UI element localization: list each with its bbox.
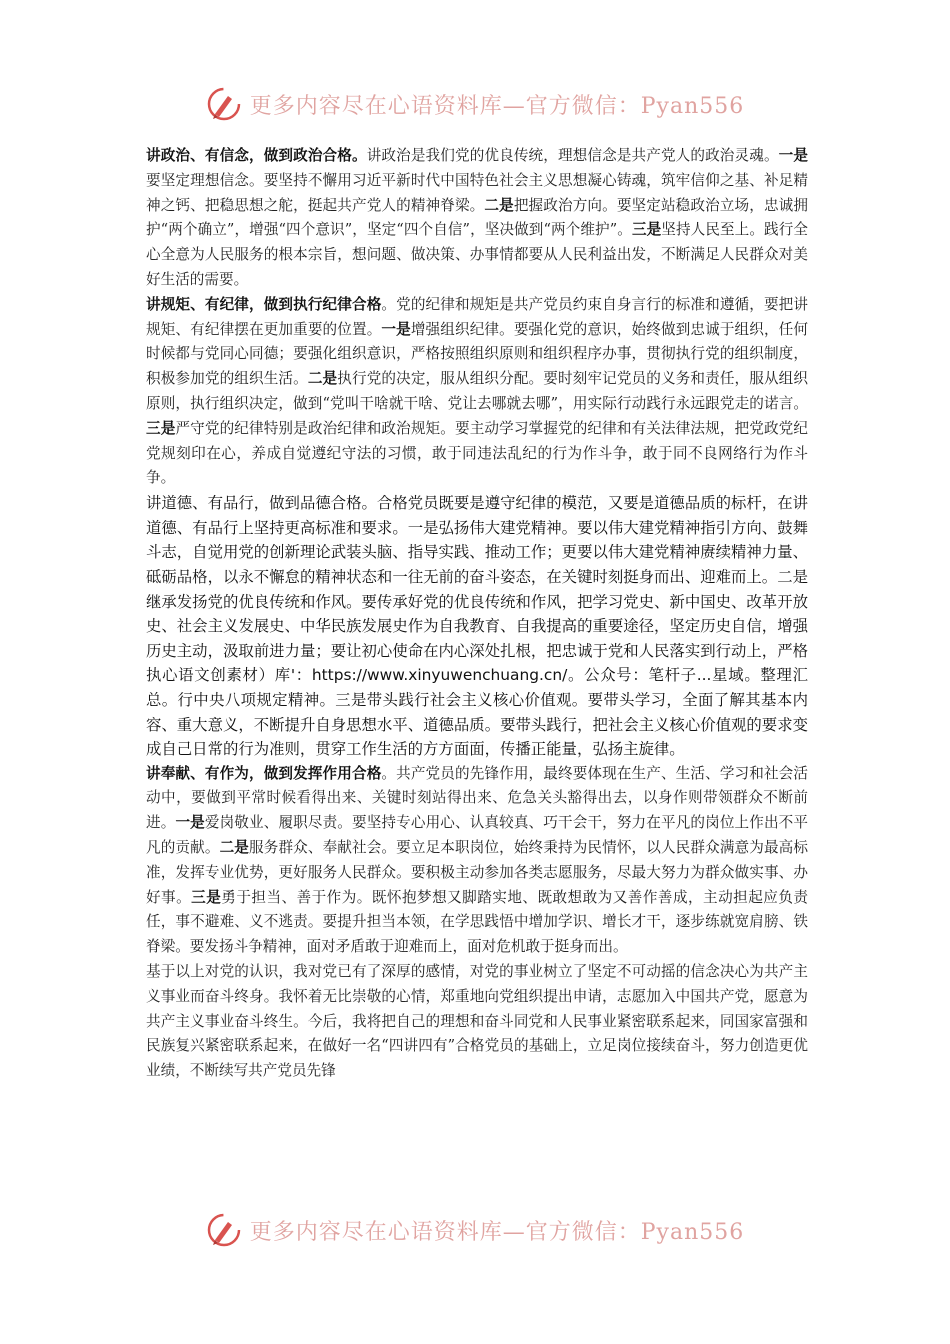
section-paragraph — [146, 144, 808, 293]
bold-run: 一是 — [381, 320, 411, 338]
text-run: 坚持人民至上。践行全心全意为人民服务的根本宗旨，想问题、做决策、办事情都要从人民利益出发，不断满足人民群众对美好生活的需要。 — [146, 221, 808, 288]
header-watermark-banner — [0, 84, 950, 124]
section-paragraph — [146, 491, 808, 762]
watermark-text: 更多内容尽在心语资料库—官方微信：Pyan556 — [249, 1219, 745, 1245]
bold-run: 一是 — [175, 814, 205, 832]
text-run: 。共产党员的先锋作用，最终要体现在生产、生活、学习和社会活动中，要做到平常时候看得出来、关键时刻站得出来、危急关头豁得出去，以身作则带领群众不断前进。 — [146, 764, 808, 832]
text-run: 基于以上对党的认识，我对党已有了深厚的感情，对党的事业树立了坚定不可动摇的信念决心为共产主义事业而奋斗终身。我怀着无比崇敬的心情，郑重地向党组织提出申请，志愿加入中国共产党，愿意为共产主义事业奋斗终生。今后，我将把自己的理想和奋斗同党和人民事业紧密联系起来，同国家富强和民族复兴紧密联系起来，在做好一名“四讲四有”合格党员的基础上，立足岗位接续奋斗，努力创造更优业绩，不断续写共产党员先锋 — [146, 963, 808, 1080]
bold-run: 三是 — [146, 419, 176, 437]
bold-run: 三是 — [631, 221, 662, 239]
text-run: 严守党的纪律特别是政治纪律和政治规矩。要主动学习掌握党的纪律和有关法律法规，把党政党纪党规刻印在心，养成自觉遵纪守法的习惯，敢于同违法乱纪的行为作斗争，敢于同不良网络行为作斗争。 — [146, 419, 808, 487]
text-run: 执行党的决定，服从组织分配。要时刻牢记党员的义务和责任，服从组织原则，执行组织决定，做到“党叫干啥就干啥、党让去哪就去哪”，用实际行动践行永远跟党走的诺言。 — [146, 370, 808, 412]
bold-run: 二是 — [219, 839, 250, 857]
watermark-text: 更多内容尽在心语资料库—官方微信：Pyan556 — [249, 93, 745, 119]
text-run: 勇于担当、善于作为。既怀抱梦想又脚踏实地、既敢想敢为又善作善成，主动担起应负责任，事不避难、义不逃责。要提升担当本领，在学思践悟中增加学识、增长才干，逐步练就宽肩膀、铁脊梁。要发扬斗争精神，面对矛盾敢于迎难而上，面对危机敢于挺身而出。 — [146, 888, 808, 956]
bold-run: 二是 — [307, 370, 338, 388]
text-run: 爱岗敬业、履职尽责。要坚持专心用心、认真较真、巧干会干，努力在平凡的岗位上作出不平凡的贡献。 — [146, 814, 808, 857]
bold-run: 一是 — [778, 147, 808, 164]
text-run: 要坚定理想信念。要坚持不懈用习近平新时代中国特色社会主义思想凝心铸魂，筑牢信仰之基、补足精神之钙、把稳思想之舵，挺起共产党人的精神脊梁。 — [146, 171, 808, 214]
section-paragraph — [146, 293, 808, 491]
text-run: 讲道德、有品行，做到品德合格。合格党员既要是遵守纪律的模范，又要是道德品质的标杆，在讲道德、有品行上坚持更高标准和要求。一是弘扬伟大建党精神。要以伟大建党精神指引方向、鼓舞斗志，自觉用党的创新理论武装头脑、指导实践、推动工作；更要以伟大建党精神赓续精神力量、砥砺品格，以永不懈怠的精神状态和一往无前的奋斗姿态，在关键时刻挺身而出、迎难而上。二是继承发扬党的优良传统和作风。要传承好党的优良传统和作风，把学习党史、新中国史、改革开放史、社会主义发展史、中华民族发展史作为自我教育、自我提高的重要途径，坚定历史自信，增强历史主动，汲取前进力量；要让初心使命在内心深处扎根，把忠诚于党和人民落实到行动上，严格执心语文创素材）库'：https://www.xinyuwenchuang.cn/。公众号：笔杆子...星域。整理汇总。行中央八项规定精神。三是带头践行社会主义核心价值观。要带头学习，全面了解其基本内容、重大意义，不断提升自身思想水平、道德品质。要带头践行，把社会主义核心价值观的要求变成自己日常的行为准则，贯穿工作生活的方方面面，传播正能量，弘扬主旋律。 — [146, 494, 808, 759]
bold-run: 三是 — [191, 888, 222, 906]
body-content — [146, 144, 808, 1084]
section-paragraph — [146, 762, 808, 960]
section-heading: 讲规矩、有纪律，做到执行纪律合格 — [146, 295, 382, 313]
text-run: 。党的纪律和规矩是共产党员约束自身言行的标准和遵循，要把讲规矩、有纪律摆在更加重要的位置。 — [146, 295, 808, 338]
text-run: 增强组织纪律。要强化党的意识，始终做到忠诚于组织，任何时候都与党同心同德；要强化组织意识，严格按照组织原则和组织程序办事，贯彻执行党的组织制度，积极参加党的组织生活。 — [146, 320, 808, 388]
section-heading: 讲奉献、有作为，做到发挥作用合格 — [146, 764, 382, 782]
pen-circle-logo-icon — [206, 1212, 242, 1248]
text-run: 服务群众、奉献社会。要立足本职岗位，始终秉持为民情怀，以人民群众满意为最高标准，发挥专业优势，更好服务人民群众。要积极主动参加各类志愿服务，尽最大努力为群众做实事、办好事。 — [146, 839, 808, 906]
section-heading: 讲政治、有信念，做到政治合格。 — [146, 147, 367, 164]
text-run: 把握政治方向。要坚定站稳政治立场，忠诚拥护“两个确立”，增强“四个意识”，坚定“四个自信”，坚决做到“两个维护”。 — [146, 196, 808, 239]
footer-watermark-banner — [0, 1210, 950, 1250]
section-paragraph — [146, 960, 808, 1084]
text-run: 讲政治是我们党的优良传统，理想信念是共产党人的政治灵魂。 — [366, 147, 779, 164]
pen-circle-logo-icon — [206, 86, 242, 122]
bold-run: 二是 — [484, 196, 514, 214]
